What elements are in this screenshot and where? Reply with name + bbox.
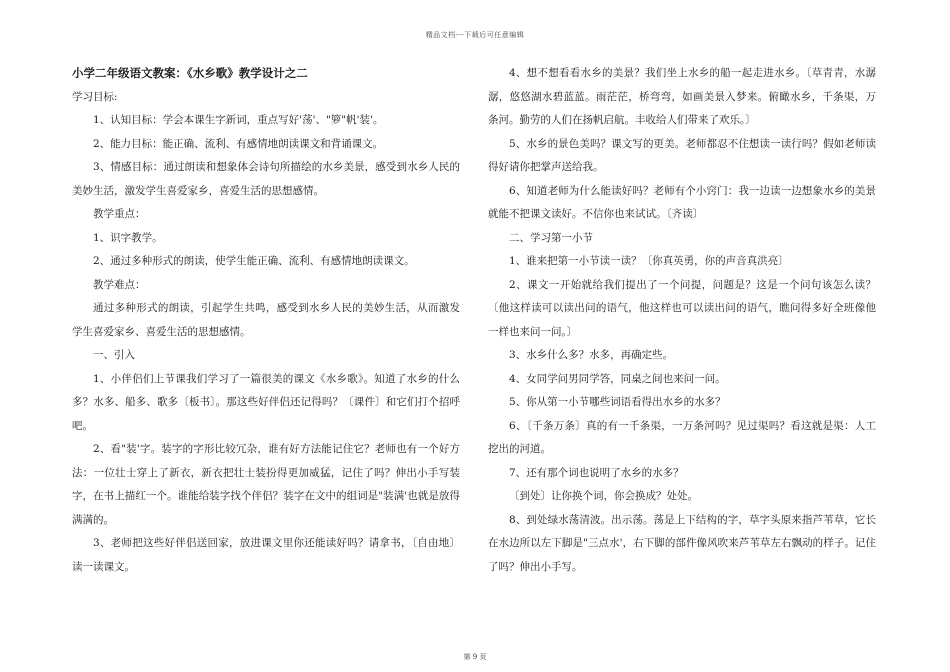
- document-title: 小学二年级语文教案：《水乡歌》教学设计之二: [72, 66, 308, 80]
- paragraph: 6、〔千条万条〕真的有一千条渠，一万条河吗？见过渠吗？看这就是渠：人工挖出的河道。: [488, 419, 876, 455]
- paragraph: 3、水乡什么多？水多，再确定些。: [509, 349, 674, 361]
- paragraph: 1、小伴侣们上节课我们学习了一篇很美的课文《水乡歌》。知道了水乡的什么多？水多、船多、歌多〔板书〕。那这些好伴侣还记得吗？〔课件〕和它们打个招呼吧。: [72, 372, 460, 432]
- right-paragraphs: [488, 62, 876, 579]
- page-header: 精品文档---下载后可任意编辑: [425, 31, 525, 39]
- left-column: [72, 62, 460, 579]
- paragraph: 学习目标:: [72, 90, 118, 103]
- paragraph: 2、看"装'字。装字的字形比较冗杂，谁有好方法能记住它？老师也有一个好方法：一位壮士穿上了新衣，新衣把壮士装扮得更加威猛，记住了吗？伸出小手写装字，在书上描红一个。谁能给装字找个伴侣？装字在文中的组词是"装满'也就是放得满满的。: [72, 443, 460, 526]
- paragraph: 5、水乡的景色美吗？课文写的更美。老师都忍不住想读一读行吗？假如老师读得好请你把掌声送给我。: [488, 137, 876, 173]
- paragraph: 二、学习第一小节: [509, 231, 593, 244]
- paragraph: 2、能力目标：能正确、流利、有感情地朗读课文和背诵课文。: [93, 137, 384, 150]
- paragraph: 7、还有那个词也说明了水乡的水多？: [509, 466, 684, 479]
- paragraph: 教学难点：: [93, 278, 146, 291]
- paragraph: 1、谁来把第一小节读一读？〔你真英勇，你的声音真洪亮〕: [509, 255, 789, 267]
- paragraph: 8、到处绿水荡清波。出示荡。荡是上下结构的字，草字头原来指芦苇草，它长在水边所以左下脚是"三点水'，右下脚的部件像风吹来芦苇草左右飘动的样子。记住了吗？伸出小手写。: [488, 513, 876, 573]
- paragraph: 通过多种形式的朗读，引起学生共鸣，感受到水乡人民的美妙生活，从而激发学生喜爱家乡、喜爱生活的思想感情。: [72, 302, 460, 338]
- paragraph: 2、通过多种形式的朗读，使学生能正确、流利、有感情地朗读课文。: [93, 255, 415, 267]
- paragraph: 4、女同学问男同学答，同桌之间也来问一问。: [509, 372, 726, 385]
- paragraph: 一、引入: [93, 349, 135, 361]
- paragraph: 3、情感目标：通过朗读和想象体会诗句所描绘的水乡美景，感受到水乡人民的美妙生活，激发学生喜爱家乡，喜爱生活的思想感情。: [72, 161, 460, 197]
- paragraph: 1、认知目标：学会本课生字新词，重点写好'荡'、"箩"帆'装'。: [93, 114, 384, 126]
- paragraph: 2、课文一开始就给我们提出了一个问提，问题是？这是一个问句该怎么读？〔他这样读可以读出问的语气，他这样也可以读出问的语气，瞧问得多好全班像他一样也来问一问。〕: [488, 278, 876, 338]
- paragraph: 3、老师把这些好伴侣送回家，放进课文里你还能读好吗？请拿书，〔自由地〕读一读课文。: [72, 537, 460, 573]
- page-number: 第 9 页: [463, 653, 487, 661]
- paragraph: 〔到处〕让你换个词，你会换成？处处。: [509, 490, 698, 502]
- paragraph: 5、你从第一小节哪些词语看得出水乡的水多？: [509, 396, 726, 408]
- paragraph: 1、识字教学。: [93, 231, 163, 244]
- paragraph: 教学重点：: [93, 208, 146, 220]
- paragraph: 6、知道老师为什么能读好吗？老师有个小窍门：我一边读一边想象水乡的美景就能不把课文读好。不信你也来试试。〔齐读〕: [488, 184, 876, 220]
- left-paragraphs: [72, 86, 460, 580]
- paragraph: 4、想不想看看水乡的美景？我们坐上水乡的船一起走进水乡。〔草青青，水潺潺，悠悠湖水碧蓝蓝。雨茫茫，桥弯弯，如画美景入梦来。俯瞰水乡，千条渠，万条河。勤劳的人们在扬帆启航。丰收给人们带来了欢乐。〕: [488, 67, 876, 126]
- right-column: [488, 62, 876, 579]
